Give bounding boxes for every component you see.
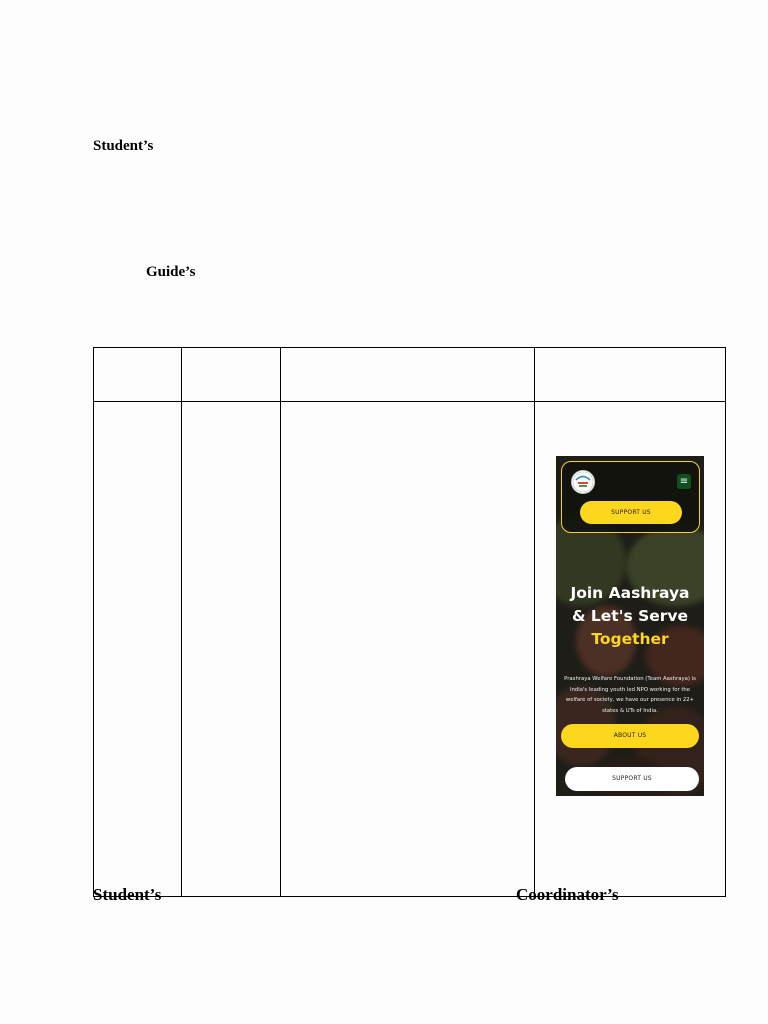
- headline-line-1: Join Aashraya: [570, 584, 690, 602]
- table-header-cell: [281, 348, 535, 402]
- table-header-cell: [182, 348, 281, 402]
- about-us-button[interactable]: ABOUT US: [561, 724, 699, 748]
- log-table: [93, 347, 726, 897]
- student-signature-label: Student’s: [93, 138, 154, 154]
- table-header-row: [94, 348, 726, 402]
- aashraya-logo: [571, 470, 595, 494]
- screenshot-cell: [535, 402, 726, 897]
- support-us-button[interactable]: SUPPORT US: [580, 501, 682, 524]
- headline-highlight: Together: [591, 630, 669, 648]
- table-row: [94, 402, 726, 897]
- hamburger-menu-button[interactable]: ≡: [677, 474, 691, 489]
- headline-line-2: & Let's Serve: [571, 607, 688, 625]
- site-header-card: [561, 461, 700, 533]
- student-footer-label: Student’s: [93, 885, 162, 904]
- table-cell: [281, 402, 535, 897]
- guide-signature-label: Guide’s: [146, 264, 196, 280]
- table-cell: [94, 402, 182, 897]
- table-cell: [182, 402, 281, 897]
- coordinator-footer-label: Coordinator’s: [516, 885, 619, 904]
- table-header-cell: [535, 348, 726, 402]
- mobile-website-screenshot: [556, 456, 704, 796]
- hero-headline: [556, 582, 704, 651]
- table-header-cell: [94, 348, 182, 402]
- support-us-button-secondary[interactable]: SUPPORT US: [565, 767, 699, 791]
- hero-description: Prashraya Welfare Foundation (Team Aashraya) is India's leading youth led NPO working for the welfare of society, we have our presence in 22+ states & UTs of India.: [564, 676, 696, 714]
